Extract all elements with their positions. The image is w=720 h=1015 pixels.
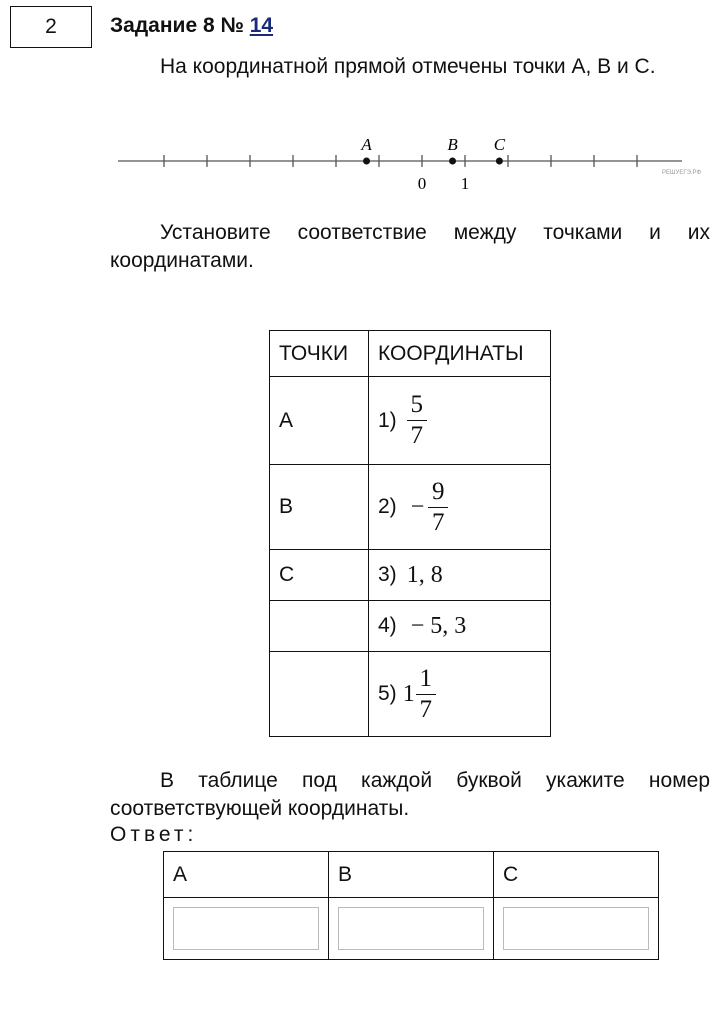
denominator: 7 (431, 508, 445, 536)
tick-label-zero: 0 (417, 174, 427, 193)
answer-input-b[interactable] (338, 907, 484, 950)
match-header-row (270, 331, 551, 377)
denominator: 7 (419, 695, 432, 723)
table-row (270, 601, 551, 652)
answer-header-row (164, 852, 659, 898)
fraction (416, 665, 436, 724)
minus-sign: − (410, 493, 425, 520)
table-row (270, 550, 551, 601)
answer-label: Ответ: (110, 823, 198, 846)
answer-header-c: C (494, 852, 659, 898)
point-c-marker (496, 158, 503, 165)
tick-label-one: 1 (460, 174, 470, 193)
answer-header-b: B (329, 852, 494, 898)
fraction (407, 391, 427, 450)
point-a-marker (363, 158, 370, 165)
answer-cell-b (329, 898, 494, 960)
point-cell: C (270, 550, 369, 601)
option-value: − 5, 3 (410, 612, 467, 639)
answer-input-row (164, 898, 659, 960)
point-cell (270, 652, 369, 737)
header-points: ТОЧКИ (270, 331, 369, 377)
matching-instruction: Установите соответствие между точками и их координатами. (110, 221, 710, 272)
table-row (270, 465, 551, 550)
whole-part: 1 (402, 680, 415, 707)
answer-cell-a (164, 898, 329, 960)
option-cell (369, 652, 551, 737)
watermark: РЕШУЕГЭ.РФ (662, 170, 702, 176)
numerator: 9 (431, 477, 445, 505)
task-number-box: 2 (10, 6, 92, 48)
task-title (110, 14, 273, 38)
point-cell (270, 601, 369, 652)
task-title-prefix: Задание 8 № (110, 14, 250, 37)
header-coordinates: КООРДИНАТЫ (369, 331, 551, 377)
point-b-label: B (447, 135, 458, 154)
answer-header-a: A (164, 852, 329, 898)
option-cell (369, 601, 551, 652)
point-cell: A (270, 377, 369, 465)
denominator: 7 (410, 422, 423, 449)
answer-table (163, 851, 659, 960)
number-line (110, 125, 710, 195)
answer-instruction: В таблице под каждой буквой укажите номер соответствующей координаты. (110, 769, 710, 820)
point-cell: B (270, 465, 369, 550)
numerator: 1 (419, 664, 432, 692)
option-index: 1) (378, 408, 397, 432)
table-row (270, 652, 551, 737)
option-index: 4) (378, 614, 397, 637)
point-c-label: C (493, 135, 506, 154)
numerator: 5 (410, 391, 423, 418)
option-cell (369, 377, 551, 465)
table-row (270, 377, 551, 465)
problem-link[interactable]: 14 (249, 14, 274, 37)
point-b-marker (449, 158, 456, 165)
answer-cell-c (494, 898, 659, 960)
option-index: 5) (378, 682, 397, 705)
fraction (428, 478, 448, 537)
answer-input-a[interactable] (173, 907, 319, 950)
answer-input-c[interactable] (503, 907, 649, 950)
option-value: 1, 8 (406, 561, 443, 588)
option-cell (369, 550, 551, 601)
option-index: 2) (378, 495, 397, 518)
option-index: 3) (378, 563, 397, 586)
problem-statement: На координатной прямой отмечены точки A, B и C. (160, 55, 656, 78)
point-a-label: A (361, 135, 372, 154)
option-cell (369, 465, 551, 550)
match-table (269, 330, 551, 737)
